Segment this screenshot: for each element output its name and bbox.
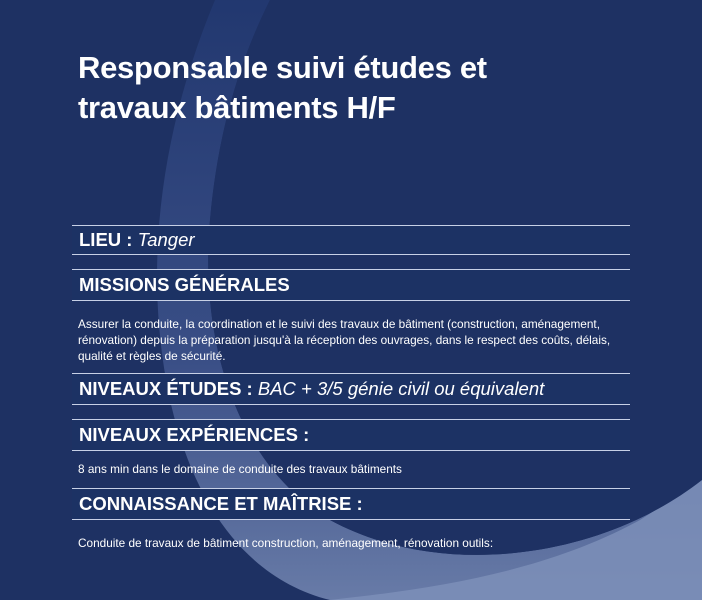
- missions-text: Assurer la conduite, la coordination et le suivi des travaux de bâtiment (construction, aménagement, rénovation) depuis la préparation jusqu'à la réception des ouvrages, dans le respect des coûts, délais, qualité et règles de sécurité.: [78, 317, 611, 363]
- etudes-value: BAC + 3/5 génie civil ou équivalent: [257, 378, 545, 399]
- page-title: Responsable suivi études et travaux bâtiments H/F: [78, 50, 487, 125]
- etudes-band: [72, 373, 630, 405]
- experiences-label: NIVEAUX EXPÉRIENCES :: [79, 424, 310, 445]
- experiences-band: [72, 419, 630, 451]
- missions-band: [72, 269, 630, 301]
- connaissance-text: Conduite de travaux de bâtiment construction, aménagement, rénovation outils:: [78, 536, 494, 550]
- lieu-band: [72, 225, 630, 255]
- experiences-text: 8 ans min dans le domaine de conduite des travaux bâtiments: [78, 462, 402, 476]
- missions-label: MISSIONS GÉNÉRALES: [79, 274, 290, 295]
- etudes-label: NIVEAUX ÉTUDES :: [79, 378, 253, 399]
- connaissance-band: [72, 488, 630, 520]
- connaissance-label: CONNAISSANCE ET MAÎTRISE :: [79, 493, 363, 514]
- lieu-label: LIEU :: [79, 229, 133, 250]
- lieu-value: Tanger: [137, 229, 195, 250]
